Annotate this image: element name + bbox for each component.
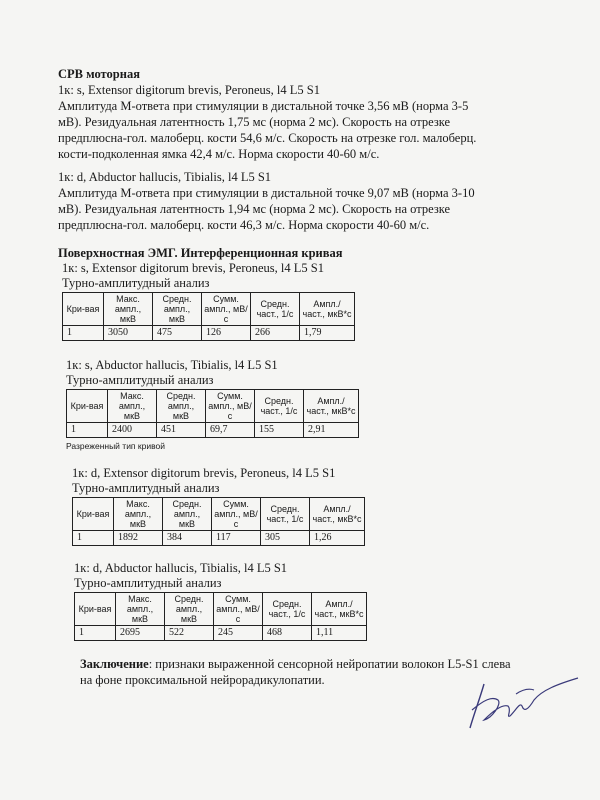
col-header: Кри-вая <box>73 498 114 531</box>
table-row <box>63 326 355 341</box>
table-row <box>75 626 367 641</box>
col-header: Средн. част., 1/с <box>251 293 300 326</box>
srv-section-2 <box>58 169 558 233</box>
col-header: Средн. ампл., мкВ <box>163 498 212 531</box>
conclusion-label: Заключение <box>80 657 149 671</box>
table-cell: 1 <box>67 423 108 438</box>
emg-block-4 <box>74 561 574 641</box>
analysis-label: Турно-амплитудный анализ <box>72 481 220 495</box>
srv-title: СРВ моторная <box>58 67 140 81</box>
table-cell: 1 <box>75 626 116 641</box>
srv-line: 1к: d, Abductor hallucis, Tibialis, l4 L5 S1 <box>58 170 272 184</box>
srv-line: предплюсна-гол. малоберц. кости 54,6 м/с. Скорость на отрезке гол. малоберц. <box>58 131 477 145</box>
table-cell: 468 <box>263 626 312 641</box>
srv-line: 1к: s, Extensor digitorum brevis, Peroneus, l4 L5 S1 <box>58 83 320 97</box>
emg-block-2 <box>66 358 566 451</box>
table-cell: 305 <box>261 531 310 546</box>
table-cell: 3050 <box>104 326 153 341</box>
table-cell: 451 <box>157 423 206 438</box>
table-cell: 1892 <box>114 531 163 546</box>
srv-line: кости-подколенная ямка 42,4 м/с. Норма скорости 40-60 м/с. <box>58 147 380 161</box>
col-header: Средн. част., 1/с <box>261 498 310 531</box>
col-header: Средн. ампл., мкВ <box>153 293 202 326</box>
col-header: Средн. част., 1/с <box>255 390 304 423</box>
col-header: Макс. ампл., мкВ <box>116 593 165 626</box>
col-header: Ампл./ част., мкВ*с <box>310 498 365 531</box>
srv-line: Амплитуда М-ответа при стимуляции в дистальной точке 9,07 мВ (норма 3-10 <box>58 186 475 200</box>
table-cell: 522 <box>165 626 214 641</box>
table-row <box>67 423 359 438</box>
col-header: Макс. ампл., мкВ <box>108 390 157 423</box>
muscle-name: 1к: d, Abductor hallucis, Tibialis, l4 L5 S1 <box>74 561 288 575</box>
col-header: Сумм. ампл., мВ/с <box>212 498 261 531</box>
table-cell: 1,26 <box>310 531 365 546</box>
table-cell: 126 <box>202 326 251 341</box>
table-cell: 2,91 <box>304 423 359 438</box>
signature <box>462 670 582 740</box>
col-header: Сумм. ампл., мВ/с <box>206 390 255 423</box>
srv-line: мВ). Резидуальная латентность 1,94 мс (норма 2 мс). Скорость на отрезке <box>58 202 451 216</box>
conclusion-text: : признаки выраженной сенсорной нейропатии волокон L5-S1 слева <box>148 657 511 671</box>
table-cell: 1 <box>73 531 114 546</box>
table-header-row <box>73 498 365 531</box>
muscle-name: 1к: d, Extensor digitorum brevis, Peroneus, l4 L5 S1 <box>72 466 336 480</box>
table-cell: 1,79 <box>300 326 355 341</box>
col-header: Сумм. ампл., мВ/с <box>214 593 263 626</box>
table-cell: 266 <box>251 326 300 341</box>
col-header: Средн. ампл., мкВ <box>157 390 206 423</box>
analysis-label: Турно-амплитудный анализ <box>74 576 222 590</box>
table-cell: 1,11 <box>312 626 367 641</box>
emg-title: Поверхностная ЭМГ. Интерференционная кривая <box>58 246 343 260</box>
table-cell: 155 <box>255 423 304 438</box>
emg-section-title-wrap <box>58 245 558 261</box>
col-header: Ампл./ част., мкВ*с <box>312 593 367 626</box>
col-header: Средн. ампл., мкВ <box>165 593 214 626</box>
emg-block-1 <box>62 261 562 341</box>
conclusion-line-2: на фоне проксимальной нейрорадикулопатии. <box>80 673 325 687</box>
emg-table <box>62 292 355 341</box>
muscle-name: 1к: s, Extensor digitorum brevis, Peroneus, l4 L5 S1 <box>62 261 324 275</box>
emg-table <box>74 592 367 641</box>
analysis-label: Турно-амплитудный анализ <box>62 276 210 290</box>
srv-line: предплюсна-гол. малоберц. кости 46,3 м/с. Норма скорости 40-60 м/с. <box>58 218 430 232</box>
table-header-row <box>75 593 367 626</box>
table-cell: 117 <box>212 531 261 546</box>
col-header: Кри-вая <box>63 293 104 326</box>
muscle-name: 1к: s, Abductor hallucis, Tibialis, l4 L5 S1 <box>66 358 278 372</box>
emg-table <box>72 497 365 546</box>
table-header-row <box>67 390 359 423</box>
curve-type-note: Разреженный тип кривой <box>66 441 165 451</box>
table-cell: 384 <box>163 531 212 546</box>
table-cell: 475 <box>153 326 202 341</box>
table-cell: 2400 <box>108 423 157 438</box>
analysis-label: Турно-амплитудный анализ <box>66 373 214 387</box>
table-cell: 245 <box>214 626 263 641</box>
col-header: Макс. ампл., мкВ <box>114 498 163 531</box>
col-header: Ампл./ част., мкВ*с <box>304 390 359 423</box>
table-cell: 69,7 <box>206 423 255 438</box>
col-header: Кри-вая <box>75 593 116 626</box>
table-header-row <box>63 293 355 326</box>
srv-line: мВ). Резидуальная латентность 1,75 мс (норма 2 мс). Скорость на отрезке <box>58 115 451 129</box>
col-header: Кри-вая <box>67 390 108 423</box>
col-header: Сумм. ампл., мВ/с <box>202 293 251 326</box>
col-header: Ампл./ част., мкВ*с <box>300 293 355 326</box>
table-cell: 2695 <box>116 626 165 641</box>
col-header: Средн. част., 1/с <box>263 593 312 626</box>
emg-table <box>66 389 359 438</box>
table-row <box>73 531 365 546</box>
emg-block-3 <box>72 466 572 546</box>
srv-section <box>58 66 558 162</box>
col-header: Макс. ампл., мкВ <box>104 293 153 326</box>
table-cell: 1 <box>63 326 104 341</box>
srv-line: Амплитуда М-ответа при стимуляции в дистальной точке 3,56 мВ (норма 3-5 <box>58 99 469 113</box>
